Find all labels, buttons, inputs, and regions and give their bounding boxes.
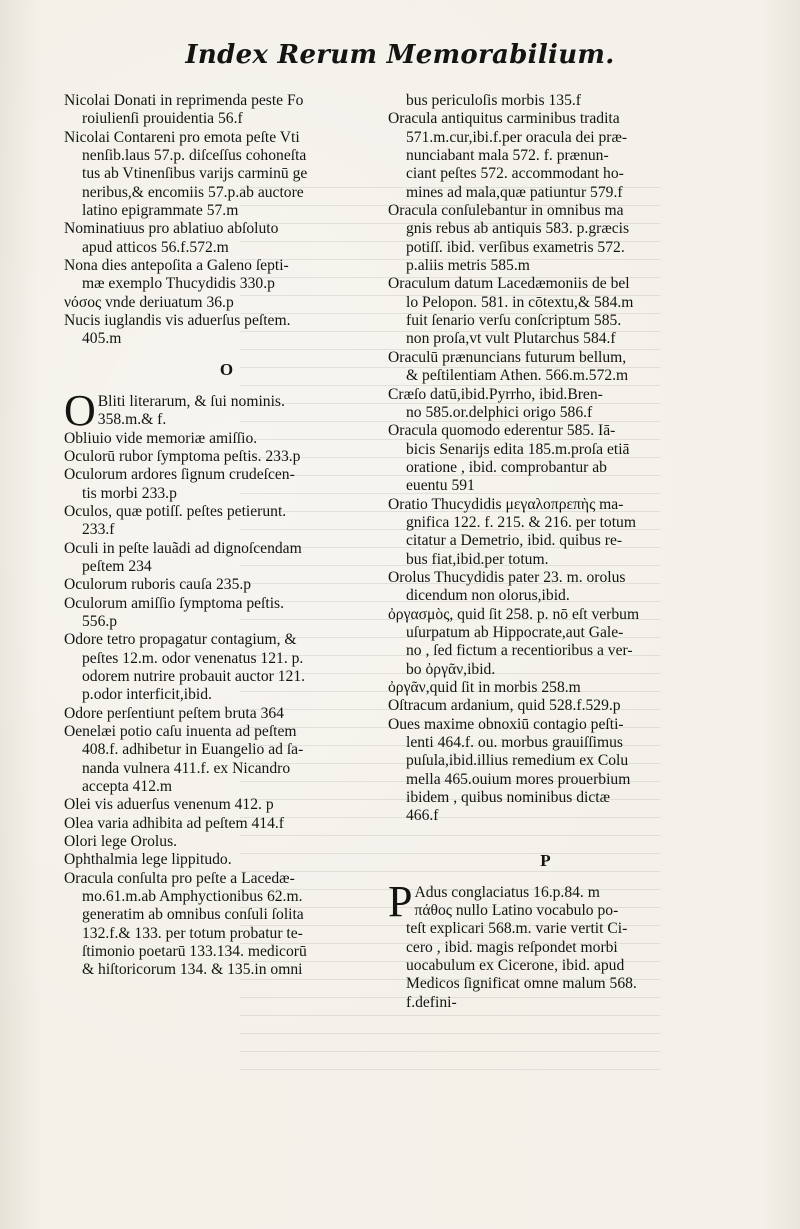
entry-line: νόσος vnde deriuatum 36.p	[64, 293, 234, 311]
entry-line: Bliti literarum, & ſui nominis.	[97, 392, 285, 410]
entry-line: Oculorum ruboris cauſa 235.p	[64, 576, 252, 594]
entry-line: generatim ab omnibus conſuli ſolita	[82, 906, 304, 924]
entry-line: 556.p	[82, 612, 118, 630]
entry-line: accepta 412.m	[82, 778, 173, 796]
entry-line: 466.f	[406, 807, 439, 825]
entry-line: 405.m	[82, 330, 122, 348]
entry-line: Oraculū prænuncians futurum bellum,	[388, 348, 627, 366]
entry-line: Adus conglaciatus 16.p.84. m	[414, 883, 600, 901]
entry-line: peſtem 234	[82, 557, 152, 575]
entry-line: bus fiat,ibid.per totum.	[406, 550, 549, 568]
entry-line: 408.f. adhibetur in Euangelio ad ſa-	[82, 741, 304, 759]
entry-line: Oracula quomodo ederentur 585. Iā-	[388, 422, 616, 440]
entry-line: ſtimonio poetarū 133.134. medicorū	[82, 943, 307, 961]
entry-line: ibidem , quibus nominibus dictæ	[406, 789, 611, 807]
entry-line: Nona dies antepoſita a Galeno ſepti-	[64, 257, 289, 275]
entry-line: neribus,& encomiis 57.p.ab auctore	[82, 183, 304, 201]
entry-line: Oculorum amiſſio ſymptoma peſtis.	[64, 594, 285, 612]
entry-line: potiſſ. ibid. verſibus exametris 572.	[406, 238, 625, 256]
entry-line: Oracula conſulebantur in omnibus ma	[388, 202, 624, 220]
entry-line: fuit ſenario verſu conſcriptum 585.	[406, 312, 622, 330]
entry-line: oratione , ibid. comprobantur ab	[406, 458, 607, 476]
entry-line: uſurpatum ab Hippocrate,aut Gale-	[406, 623, 624, 641]
page-title: Index Rerum Memorabilium.	[185, 40, 615, 70]
entry-line: puſula,ibid.illius remedium ex Colu	[406, 752, 629, 770]
entry-line: Ophthalmia lege lippitudo.	[64, 851, 232, 869]
entry-line: Oculorū rubor ſymptoma peſtis. 233.p	[64, 447, 301, 465]
entry-line: Oracula antiquitus carminibus tradita	[388, 110, 620, 128]
entry-line: mo.61.m.ab Amphyctionibus 62.m.	[82, 888, 303, 906]
entry-line: mæ exemplo Thucydidis 330.p	[82, 275, 275, 293]
entry-line: f.defini-	[406, 993, 457, 1011]
entry-line: πάθος nullo Latino vocabulo po-	[414, 902, 619, 920]
entry-line: bus periculoſis morbis 135.f	[406, 92, 581, 109]
entry-line: Nominatiuus pro ablatiuo abſoluto	[64, 220, 279, 238]
left-entries-n	[64, 92, 389, 349]
entry-line: ciant peſtes 572. accommodant ho-	[406, 165, 624, 183]
entry-line: lenti 464.f. ou. morbus grauiſſimus	[406, 734, 623, 752]
entry-line: Oratio Thucydidis μεγαλοπρεπὴς ma-	[388, 495, 624, 513]
left-column	[64, 92, 389, 980]
entry-line: nanda vulnera 411.f. ex Nicandro	[82, 759, 291, 777]
entry-line: Cræſo datū,ibid.Pyrrho, ibid.Bren-	[388, 385, 603, 403]
entry-line: tus ab Vtinenſibus varijs carminū ge	[82, 165, 308, 183]
entry-line: ὀργᾶν,quid ſit in morbis 258.m	[388, 679, 581, 696]
entry-line: Odore perſentiunt peſtem bruta 364	[64, 704, 284, 722]
entry-line: no , ſed fictum a recentioribus a ver-	[406, 642, 633, 660]
entry-line: Odore tetro propagatur contagium, &	[64, 631, 297, 649]
entry-line: 233.f	[82, 521, 115, 539]
entry-line: cero , ibid. magis reſpondet morbi	[406, 938, 618, 956]
entry-line: 571.m.cur,ibi.f.per oracula dei præ-	[406, 128, 628, 146]
entry-line: Oculi in peſte lauãdi ad dignoſcendam	[64, 539, 302, 557]
right-entries-p	[388, 902, 703, 1012]
entry-line: Nicolai Donati in reprimenda peste Fo	[64, 92, 304, 109]
entry-line: Medicos ſignificat omne malum 568.	[406, 975, 637, 993]
entry-line: mella 465.ouium mores prouerbium	[406, 770, 631, 788]
entry-line: Olori lege Orolus.	[64, 833, 178, 851]
entry-line: teſt explicari 568.m. varie vertit Ci-	[406, 920, 628, 938]
entry-line: citatur a Demetrio, ibid. quibus re-	[406, 532, 623, 550]
entry-line: nunciabant mala 572. f. prænun-	[406, 147, 609, 165]
entry-line: apud atticos 56.f.572.m	[82, 238, 229, 256]
entry-line: tis morbi 233.p	[82, 484, 177, 502]
entry-line: Olei vis aduerſus venenum 412. p	[64, 796, 274, 814]
entry-line: Oraculum datum Lacedæmoniis de bel	[388, 275, 630, 293]
entry-line: 132.f.& 133. per totum probatur te-	[82, 924, 303, 942]
entry-line: & peſtilentiam Athen. 566.m.572.m	[406, 367, 629, 385]
entry-line: Oenelæi potio caſu inuenta ad peſtem	[64, 723, 297, 740]
entry-line: latino epigrammate 57.m	[82, 202, 239, 220]
dropcap-o: O	[64, 385, 96, 435]
entry-line: mines ad mala,quæ patiuntur 579.f	[406, 183, 623, 201]
right-column	[388, 92, 703, 1012]
entry-line: bicis Senarijs edita 185.m.proſa etiā	[406, 440, 630, 458]
entry-line: nenſib.laus 57.p. diſceſſus cohoneſta	[82, 147, 307, 165]
right-entries-o	[388, 92, 703, 826]
dropcap-p: P	[388, 876, 413, 926]
entry-line: non proſa,vt vult Plutarchus 584.f	[406, 330, 616, 348]
entry-line: Nucis iuglandis vis aduerſus peſtem.	[64, 312, 291, 330]
entry-line: peſtes 12.m. odor venenatus 121. p.	[82, 649, 304, 667]
entry-line: Oculos, quæ potiſſ. peſtes petierunt.	[64, 502, 287, 520]
section-heading-o: O	[219, 359, 234, 379]
entry-line: p.aliis metris 585.m	[406, 257, 530, 275]
entry-line: Nicolai Contareni pro emota peſte Vti	[64, 128, 300, 146]
entry-line: Oculorum ardores ſignum crudeſcen-	[64, 466, 295, 484]
entry-line: euentu 591	[406, 477, 475, 495]
entry-line: ὀργασμὸς, quid ſit 258. p. nō eſt verbum	[388, 605, 640, 623]
entry-line: Oues maxime obnoxiū contagio peſti-	[388, 715, 624, 733]
entry-line: gnis rebus ab antiquis 583. p.græcis	[406, 220, 630, 238]
left-entries-o	[64, 411, 389, 980]
entry-line: 358.m.& f.	[97, 411, 167, 429]
entry-line: gnifica 122. f. 215. & 216. per totum	[406, 513, 636, 531]
entry-line: dicendum non olorus,ibid.	[406, 587, 570, 605]
section-heading-p: P	[540, 850, 551, 870]
entry-line: Oracula conſulta pro peſte a Lacedæ-	[64, 869, 295, 887]
entry-line: uocabulum ex Cicerone, ibid. apud	[406, 957, 625, 975]
entry-line: odorem nutrire probauit auctor 121.	[82, 667, 306, 685]
entry-line: Olea varia adhibita ad peſtem 414.f	[64, 814, 284, 832]
entry-line: Obliuio vide memoriæ amiſſio.	[64, 429, 258, 447]
entry-line: Orolus Thucydidis pater 23. m. orolus	[388, 568, 626, 586]
entry-line: p.odor interficit,ibid.	[82, 686, 212, 704]
entry-line: Oſtracum ardanium, quid 528.f.529.p	[388, 697, 621, 715]
entry-line: lo Pelopon. 581. in cōtextu,& 584.m	[406, 293, 634, 311]
entry-line: bo ὀργᾶν,ibid.	[406, 660, 496, 678]
entry-line: roiulienſi prouidentia 56.f	[82, 110, 243, 128]
entry-line: no 585.or.delphici origo 586.f	[406, 403, 593, 421]
entry-line: & hiſtoricorum 134. & 135.in omni	[82, 961, 303, 979]
